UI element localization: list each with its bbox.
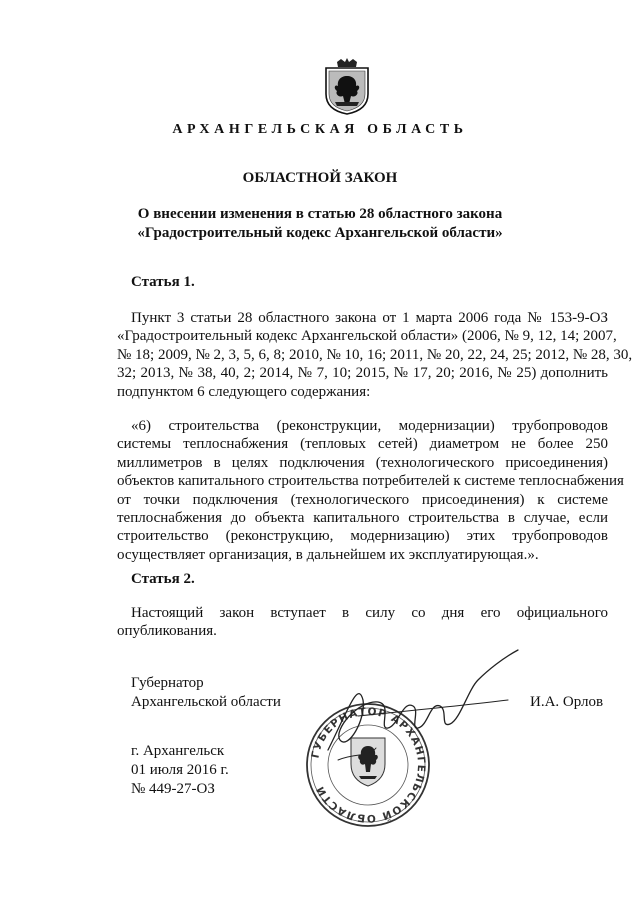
text-line: опубликования. <box>117 623 217 640</box>
law-title <box>0 205 640 243</box>
law-title-line: О внесении изменения в статью 28 областного закона <box>137 206 503 222</box>
text-line: Настоящий закон вступает в силу со дня его официального <box>131 605 608 621</box>
signatory-name: И.А. Орлов <box>530 694 604 710</box>
handwritten-signature <box>318 640 528 780</box>
document-date: 01 июля 2016 г. <box>131 762 229 778</box>
text-line: № 18; 2009, № 2, 3, 5, 6, 8; 2010, № 10, 16; 2011, № 20, 22, 24, 25; 2012, № 28, 30, <box>117 346 633 363</box>
text-line: «Градостроительный кодекс Архангельской области» (2006, № 9, 12, 14; 2007, <box>117 328 617 345</box>
text-line: миллиметров в целях подключения (технологического присоединения) <box>117 454 608 471</box>
region-name: АРХАНГЕЛЬСКАЯ ОБЛАСТЬ <box>172 122 468 137</box>
article-2-heading: Статья 2. <box>131 571 195 587</box>
text-line: системы теплоснабжения (тепловых сетей) диаметром не более 250 <box>117 436 608 453</box>
article-1-paragraph-1 <box>117 309 633 401</box>
article-1-paragraph-2 <box>117 417 624 564</box>
text-line: осуществляет организация, в дальнейшем их эксплуатирующая.». <box>117 546 539 563</box>
seal-text: ГУБЕРНАТОР АРХАНГЕЛЬСКОЙ ОБЛАСТИ <box>309 705 428 825</box>
document-city: г. Архангельск <box>131 743 225 759</box>
text-line: «6) строительства (реконструкции, модернизации) трубопроводов <box>131 418 608 434</box>
document-number: № 449-27-ОЗ <box>131 781 215 797</box>
text-line: от точки подключения (технологического присоединения) к системе <box>117 491 608 508</box>
text-line: объектов капитального строительства потребителей к системе теплоснабжения <box>117 473 624 490</box>
article-1-heading: Статья 1. <box>131 274 195 290</box>
article-2-paragraph <box>117 604 608 641</box>
document-footer <box>131 742 229 799</box>
law-type-heading: ОБЛАСТНОЙ ЗАКОН <box>242 170 398 186</box>
signatory-position-line: Губернатор <box>131 675 204 691</box>
text-line: строительство (реконструкцию, модернизацию) этих трубопроводов <box>117 528 608 545</box>
text-line: теплоснабжения до объекта капитального строительства в случае, если <box>117 510 608 527</box>
signatory-position-line: Архангельской области <box>131 694 281 710</box>
text-line: подпунктом 6 следующего содержания: <box>117 383 371 400</box>
signatory-position <box>131 674 281 712</box>
text-line: Пункт 3 статьи 28 областного закона от 1 марта 2006 года № 153-9-ОЗ <box>131 310 608 326</box>
coat-of-arms-emblem <box>323 58 371 116</box>
law-title-line: «Градостроительный кодекс Архангельской области» <box>137 225 503 241</box>
text-line: 32; 2013, № 38, 40, 2; 2014, № 7, 10; 2015, № 17, 20; 2016, № 25) дополнить <box>117 365 608 382</box>
